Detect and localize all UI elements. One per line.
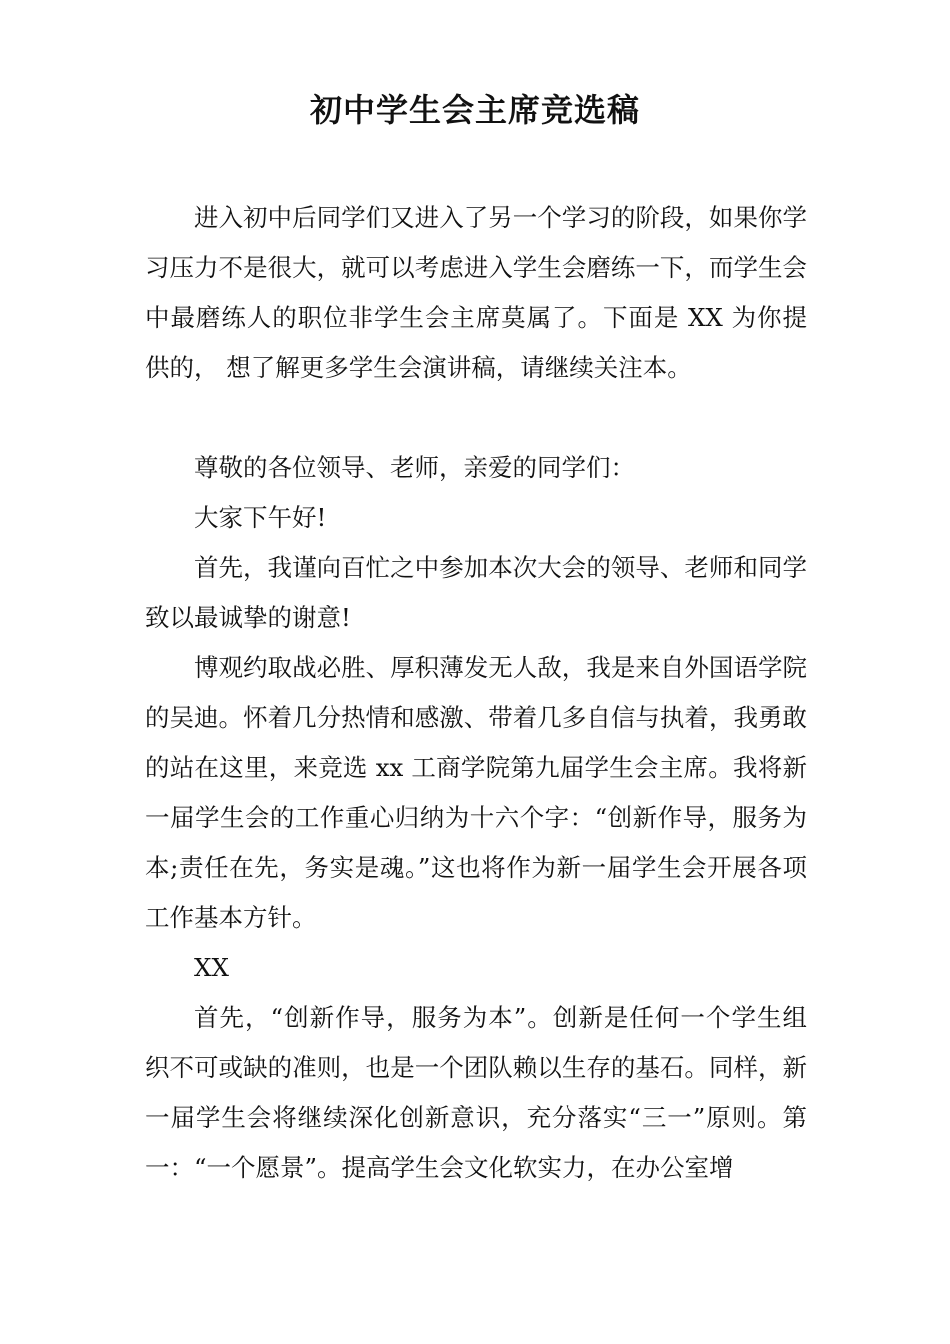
paragraph-intro: 进入初中后同学们又进入了另一个学习的阶段，如果你学习压力不是很大，就可以考虑进入学生会磨练一下，而学生会中最磨练人的职位非学生会主席莫属了。下面是 XX 为你提供的， 想了解更多学生会演讲稿，请继续关注本。 <box>145 203 807 382</box>
paragraph-salutation: 尊敬的各位领导、老师，亲爱的同学们： <box>194 453 635 482</box>
paragraph-thanks: 首先，我谨向百忙之中参加本次大会的领导、老师和同学致以最诚挚的谢意! <box>145 553 807 632</box>
document-title: 初中学生会主席竞选稿 <box>309 91 640 129</box>
paragraph-greeting: 大家下午好! <box>194 503 327 532</box>
paragraph-placeholder: XX <box>194 953 229 982</box>
document-body <box>145 193 807 1193</box>
paragraph-innovation: 首先，“创新作导，服务为本”。创新是任何一个学生组织不可或缺的准则，也是一个团队赖以生存的基石。同样，新一届学生会将继续深化创新意识，充分落实“三一”原则。第一：“一个愿景”。提高学生会文化软实力，在办公室增 <box>145 1003 807 1182</box>
paragraph-self-introduction: 博观约取战必胜、厚积薄发无人敌，我是来自外国语学院的吴迪。怀着几分热情和感激、带着几多自信与执着，我勇敢的站在这里，来竞选 xx 工商学院第九届学生会主席。我将新一届学生会的工作重心归纳为十六个字：“创新作导，服务为本;责任在先，务实是魂。”这也将作为新一届学生会开展各项工作基本方针。 <box>145 653 807 932</box>
